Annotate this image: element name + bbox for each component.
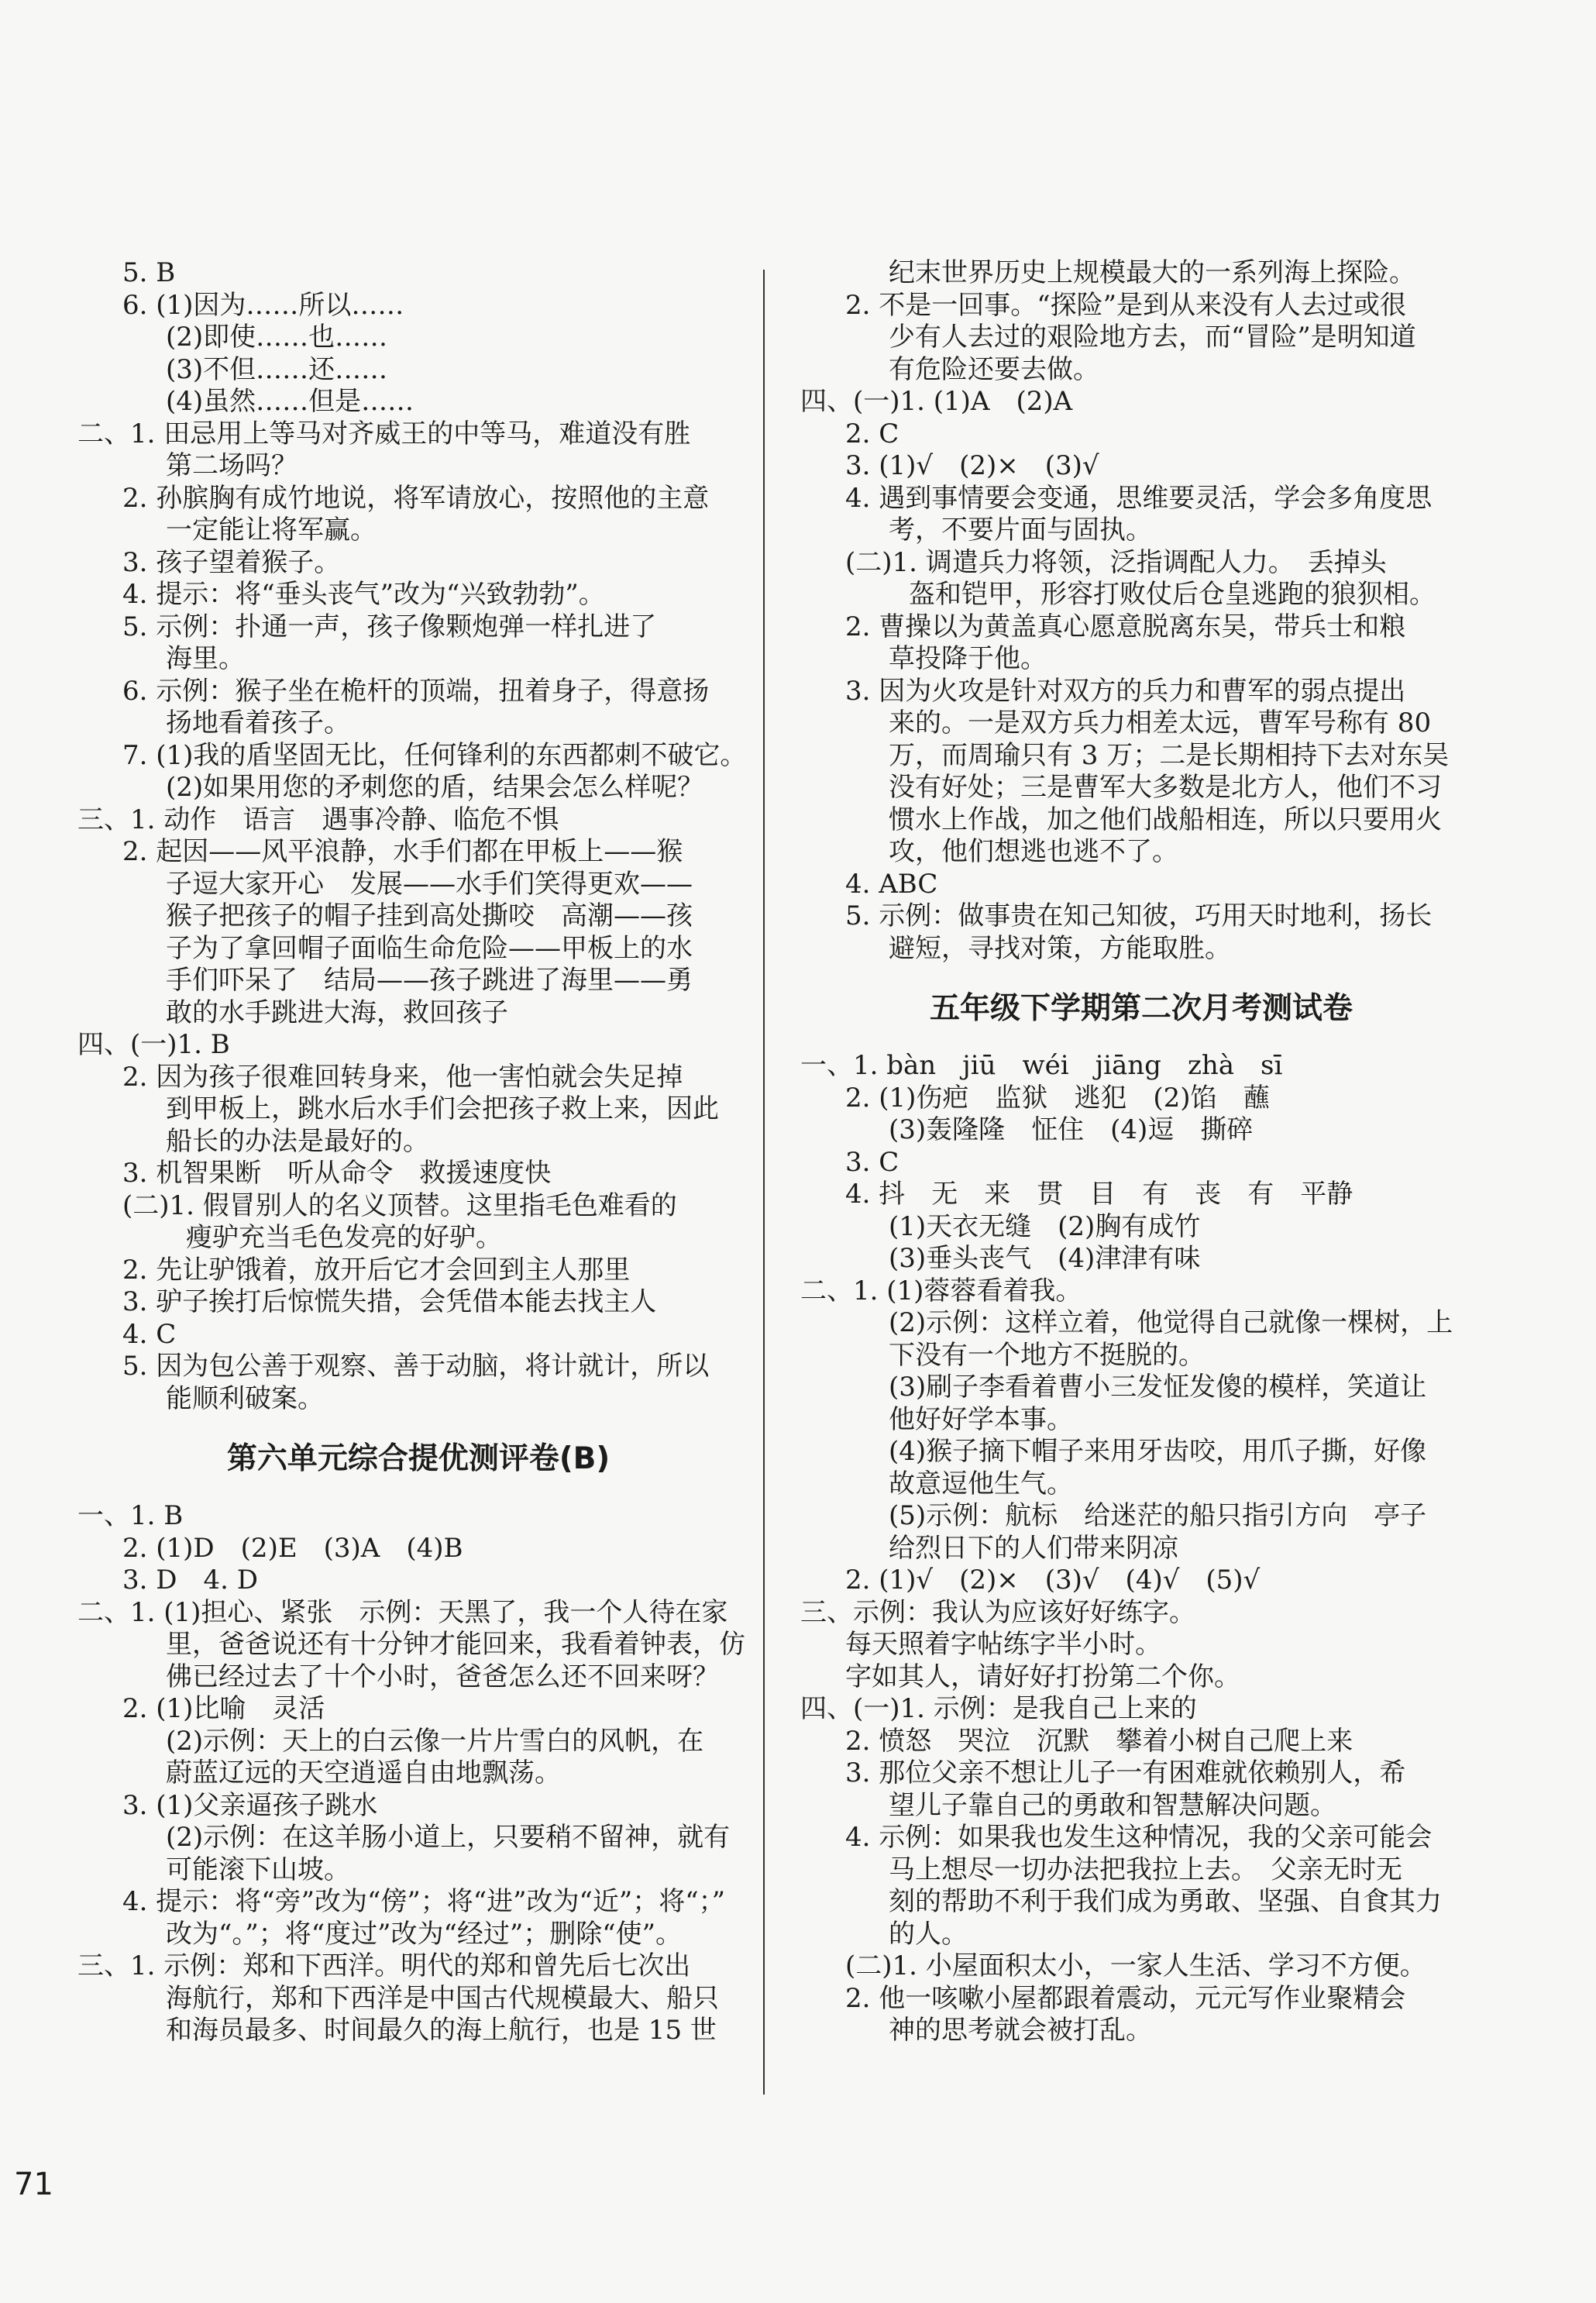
answer-line: 子逗大家开心 发展——水手们笑得更欢—— [166,868,693,900]
answer-line: 里，爸爸说还有十分钟才能回来，我看着钟表，仿 [166,1629,745,1660]
answer-line: 4. ABC [845,868,938,900]
section-title: 五年级下学期第二次月考测试卷 [929,991,1353,1026]
answer-line: (2)如果用您的矛刺您的盾，结果会怎么样呢？ [166,772,704,803]
answer-line: 3. D 4. D [122,1565,259,1596]
answer-line: 来的。一是双方兵力相差太远，曹军号称有 80 [889,707,1432,738]
answer-line: (5)示例：航标 给迷茫的船只指引方向 亭子 [889,1500,1427,1531]
answer-line: 7. (1)我的盾坚固无比，任何锋利的东西都刺不破它。 [122,739,747,771]
answer-line: 能顺利破案。 [166,1382,324,1414]
answer-line: 马上想尽一切办法把我拉上去。 父亲无时无 [889,1854,1402,1885]
left-column [77,257,759,2047]
answer-line: 猴子把孩子的帽子挂到高处撕咬 高潮——孩 [166,900,693,931]
answer-line: 字如其人，请好好打扮第二个你。 [845,1661,1240,1692]
answer-line: (3)刷子李看着曹小三发怔发傻的模样，笑道让 [889,1372,1427,1403]
answer-line: 望儿子靠自己的勇敢和智慧解决问题。 [889,1789,1336,1821]
answer-line: 2. 他一咳嗽小屋都跟着震动，元元写作业聚精会 [845,1982,1406,2014]
answer-line: 佛已经过去了十个小时，爸爸怎么还不回来呀？ [166,1661,719,1692]
answer-line: 一、1. B [77,1500,184,1531]
answer-line: 4. 抖 无 来 贯 目 有 丧 有 平静 [845,1179,1354,1210]
answer-line: 海航行，郑和下西洋是中国古代规模最大、船只 [166,1982,719,2014]
answer-line: 刻的帮助不利于我们成为勇敢、坚强、自食其力 [889,1886,1442,1917]
column-divider [763,270,765,2095]
answer-line: 3. (1)√ (2)× (3)√ [845,450,1099,481]
answer-line: 三、1. 示例：郑和下西洋。明代的郑和曾先后七次出 [77,1950,691,1981]
answer-line: 2. 先让驴饿着，放开后它才会回到主人那里 [122,1254,631,1286]
answer-line: (二)1. 调遣兵力将领，泛指调配人力。 丢掉头 [845,546,1387,578]
answer-line: 惯水上作战，加之他们战船相连，所以只要用火 [889,804,1442,835]
answer-line: 子为了拿回帽子面临生命危险——甲板上的水 [166,932,693,964]
answer-line: 敢的水手跳进大海，救回孩子 [166,997,508,1028]
answer-line: 二、1. (1)担心、紧张 示例：天黑了，我一个人待在家 [77,1596,728,1628]
answer-line: (二)1. 假冒别人的名义顶替。这里指毛色难看的 [122,1189,677,1221]
answer-line: 可能滚下山坡。 [166,1854,350,1885]
answer-line: 4. 遇到事情要会变通，思维要灵活，学会多角度思 [845,482,1433,514]
answer-line: 少有人去过的艰险地方去，而“冒险”是明知道 [889,322,1416,353]
answer-line: 蔚蓝辽远的天空逍遥自由地飘荡。 [166,1757,561,1788]
page-number: 71 [14,2167,53,2202]
answer-line: 6. 示例：猴子坐在桅杆的顶端，扭着身子，得意扬 [122,675,710,707]
answer-line: (3)不但……还…… [166,353,388,385]
answer-line: 3. 那位父亲不想让儿子一有困难就依赖别人，希 [845,1757,1406,1788]
answer-line: 万，而周瑜只有 3 万；二是长期相持下去对东吴 [889,739,1450,771]
section-title: 第六单元综合提优测评卷(B) [226,1441,611,1476]
answer-line: 草投降于他。 [889,643,1047,674]
answer-line: 避短，寻找对策，方能取胜。 [889,932,1231,964]
answer-line: 瘦驴充当毛色发亮的好驴。 [186,1222,502,1253]
answer-line: 3. 机智果断 听从命令 救援速度快 [122,1158,552,1189]
answer-line: 二、1. (1)蓉蓉看着我。 [800,1275,1082,1306]
answer-line: 船长的办法是最好的。 [166,1125,429,1157]
answer-line: 2. C [845,418,899,449]
answer-line: 5. B [122,257,176,288]
answer-line: 的人。 [889,1918,968,1950]
answer-line: 2. (1)伤疤 监狱 逃犯 (2)馅 蘸 [845,1082,1270,1114]
answer-line: 海里。 [166,643,245,674]
answer-line: 故意逗他生气。 [889,1468,1073,1499]
answer-line: 攻，他们想逃也逃不了。 [889,836,1178,867]
answer-line: 下没有一个地方不挺脱的。 [889,1339,1205,1371]
answer-line: 2. 起因——风平浪静，水手们都在甲板上——猴 [122,836,683,867]
answer-line: 2. 愤怒 哭泣 沉默 攀着小树自己爬上来 [845,1725,1354,1757]
answer-line: 神的思考就会被打乱。 [889,2015,1152,2046]
answer-line: 4. 示例：如果我也发生这种情况，我的父亲可能会 [845,1822,1433,1853]
answer-line: 一、1. bàn jiū wéi jiāng zhà sī [800,1050,1283,1081]
answer-line: (2)示例：在这羊肠小道上，只要稍不留神，就有 [166,1822,731,1853]
answer-line: 4. 提示：将“垂头丧气”改为“兴致勃勃”。 [122,579,605,610]
answer-line: (4)虽然……但是…… [166,386,414,417]
answer-line: 第二场吗？ [166,450,298,481]
answer-line: (2)示例：这样立着，他觉得自己就像一棵树，上 [889,1307,1453,1338]
answer-line: (4)猴子摘下帽子来用牙齿咬，用爪子撕，好像 [889,1436,1427,1467]
answer-line: 2. (1)比喻 灵活 [122,1693,325,1724]
answer-line: 3. C [845,1146,899,1178]
answer-line: 三、1. 动作 语言 遇事冷静、临危不惧 [77,804,559,835]
answer-line: 三、示例：我认为应该好好练字。 [800,1596,1195,1628]
answer-line: 手们吓呆了 结局——孩子跳进了海里——勇 [166,965,693,996]
answer-line: 每天照着字帖练字半小时。 [845,1629,1161,1660]
answer-line: 5. 示例：扑通一声，孩子像颗炮弹一样扎进了 [122,611,657,642]
answer-line: 纪末世界历史上规模最大的一系列海上探险。 [889,257,1415,288]
answer-line: (3)轰隆隆 怔住 (4)逗 撕碎 [889,1114,1254,1145]
answer-line: 给烈日下的人们带来阴凉 [889,1532,1178,1564]
answer-line: 2. 因为孩子很难回转身来，他一害怕就会失足掉 [122,1061,683,1093]
answer-line: 2. (1)√ (2)× (3)√ (4)√ (5)√ [845,1565,1261,1596]
answer-line: 3. 因为火攻是针对双方的兵力和曹军的弱点提出 [845,675,1406,707]
answer-line: 扬地看着孩子。 [166,707,350,738]
answer-line: 到甲板上，跳水后水手们会把孩子救上来，因此 [166,1093,719,1124]
answer-line: (3)垂头丧气 (4)津津有味 [889,1243,1201,1274]
answer-line: 二、1. 田忌用上等马对齐威王的中等马，难道没有胜 [77,418,691,449]
right-column [800,257,1482,2047]
answer-line: 5. 因为包公善于观察、善于动脑，将计就计，所以 [122,1351,710,1382]
answer-line: 考，不要片面与固执。 [889,515,1152,546]
answer-line: 5. 示例：做事贵在知己知彼，巧用天时地利，扬长 [845,900,1433,931]
answer-line: 2. (1)D (2)E (3)A (4)B [122,1532,463,1564]
answer-line: 2. 曹操以为黄盖真心愿意脱离东吴，带兵士和粮 [845,611,1406,642]
answer-line: 四、(一)1. B [77,1029,230,1060]
answer-line: (二)1. 小屋面积太小，一家人生活、学习不方便。 [845,1950,1426,1981]
answer-line: 3. (1)父亲逼孩子跳水 [122,1789,378,1821]
answer-line: 一定能让将军赢。 [166,515,377,546]
answer-line: (1)天衣无缝 (2)胸有成竹 [889,1210,1201,1242]
answer-line: 4. 提示：将“旁”改为“傍”；将“进”改为“近”；将“；” [122,1886,726,1917]
answer-line: 没有好处；三是曹军大多数是北方人，他们不习 [889,772,1442,803]
answer-line: 有危险还要去做。 [889,353,1099,385]
answer-line: (2)示例：天上的白云像一片片雪白的风帆，在 [166,1725,704,1757]
answer-line: 他好好学本事。 [889,1403,1073,1435]
answer-line: (2)即使……也…… [166,322,388,353]
answer-line: 2. 孙膑胸有成竹地说，将军请放心，按照他的主意 [122,482,710,514]
answer-line: 改为“。”；将“度过”改为“经过”；删除“使”。 [166,1918,683,1950]
answer-line: 6. (1)因为……所以…… [122,289,404,321]
answer-line: 4. C [122,1318,177,1350]
answer-line: 3. 驴子挨打后惊慌失措，会凭借本能去找主人 [122,1286,657,1317]
answer-line: 2. 不是一回事。“探险”是到从来没有人去过或很 [845,289,1407,321]
answer-line: 四、(一)1. 示例：是我自己上来的 [800,1693,1197,1724]
answer-line: 和海员最多、时间最久的海上航行，也是 15 世 [166,2015,717,2046]
answer-line: 3. 孩子望着猴子。 [122,546,341,578]
answer-line: 盔和铠甲，形容打败仗后仓皇逃跑的狼狈相。 [909,579,1436,610]
answer-line: 四、(一)1. (1)A (2)A [800,386,1073,417]
